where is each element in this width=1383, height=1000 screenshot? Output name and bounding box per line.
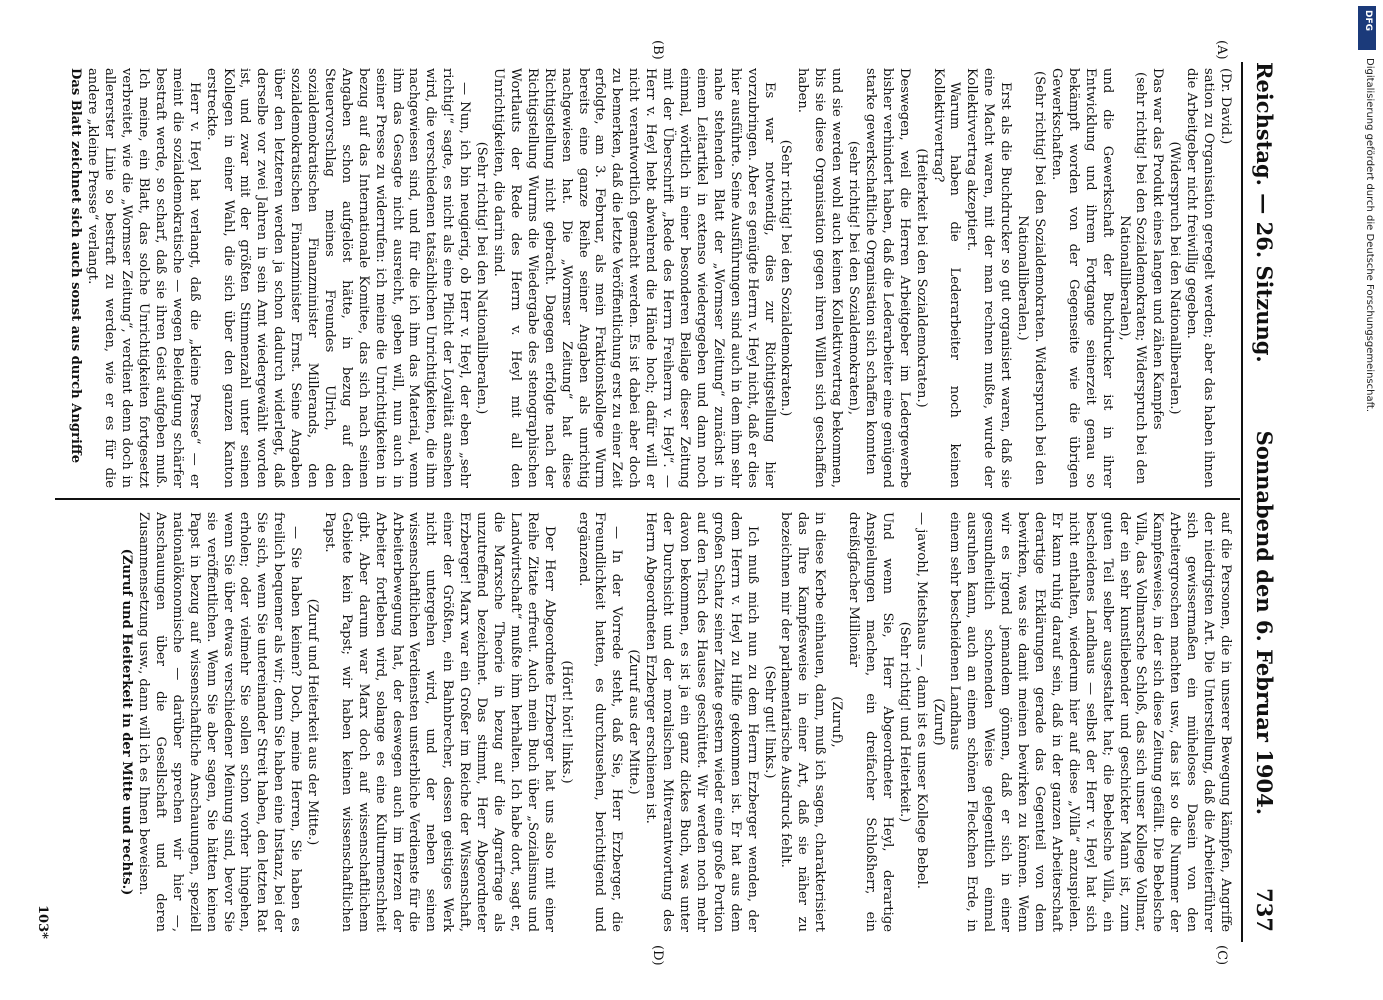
header-date: Sonnabend den 6. Februar 1904. (1252, 430, 1277, 816)
paragraph: Warum haben die Lederarbeiter noch keinen Kollektivvertrag? (930, 68, 963, 488)
paragraph: (Zuruf aus der Mitte.) (626, 649, 642, 795)
header-rule (1241, 62, 1243, 942)
paragraph: (Sehr richtig! und Heiterkeit.) (896, 621, 912, 823)
paragraph: Ich muß mich nun zu dem Herrn Erzberger wenden, der dem Herrn v. Heyl zu Hilfe gekommen ist. Er hat aus dem großen Schatz seiner Zitate gestern wieder eine große Portion auf den Tisch des Hauses geschüttet. Wir werden noch mehr davon bekommen, es ist ja ein ganz dickes Buch, was unter der Durchsicht und der moralischen Mitverantwortung des Herrn Abgeordneten Erzberger erschienen ist. (643, 512, 760, 932)
credit-bar (1353, 0, 1383, 1000)
header-left: Reichstag. — 26. Sitzung. (1252, 62, 1277, 363)
paragraph: (Widerspruch bei den Nationalliberalen.) (1167, 141, 1183, 415)
header-right (1252, 431, 1277, 932)
page-code: 103* (35, 905, 50, 939)
paragraph: (sehr richtig! bei den Sozialdemokraten; Widerspruch bei den Nationalliberalen), (1116, 71, 1149, 485)
paragraph: Es war notwendig, dies zur Richtigstellung hier vorzubringen. Aber es genügte Herrn v. Heyl nicht, daß er dies hier ausführte. Seine Ausführungen sind auch in dem ihm sehr nahe stehenden Blatt der „Wormser Zeitung“ zunächst in einem Leitartikel in extenso wiedergegeben und dann noch einmal, wörtlich in einer besonderen Beilage dieser Zeitung mit der Überschrift „Rede des Herrn Freiherrn v. Heyl“. — Herr v. Heyl hebt abwehrend die Hände hoch; dafür will er nicht verantwortlich gemacht werden. Es ist dabei aber doch zu bemerken, daß die letzte Veröffentlichung erst zu einer Zeit erfolgte, am 3. Februar, als mein Fraktionskollege Wurm bereits eine ganze Reihe seiner Angaben als unrichtig nachgewiesen hat. Die „Wormser Zeitung“ hat diese Richtigstellung nicht gebracht. Dagegen erfolgte nach der Richtigstellung Wurms die Wiedergabe des stenographischen Wortlauts der Rede des Herrn v. Heyl mit all den Unrichtigkeiten, die darin sind. (491, 68, 777, 488)
paragraph: und sie werden wohl auch keinen Kollektivvertrag bekommen, bis sie diese Organisation gegen ihren Willen sich geschaffen haben. (795, 68, 845, 488)
paragraph: (Hört! hört! links.) (558, 660, 574, 784)
paragraph: (Zuruf), (829, 696, 845, 748)
column-rule (55, 498, 1240, 500)
credit-text: Digitalisierung gefördert durch die Deutsche Forschungsgemeinschaft. (1364, 58, 1375, 413)
page-header (1247, 62, 1277, 932)
paragraph: — In der Vorrede steht, daß Sie, Herr Erzberger, die Freundlichkeit hatten, es durchzusehen, berichtigend und ergänzend. (575, 512, 625, 932)
paragraph: Erst als die Buchdrucker so gut organisiert waren, daß sie eine Macht waren, mit der man rechnen mußte, wurde der Kollektivvertrag akzeptiert. (964, 68, 1014, 488)
paragraph: (Sehr richtig! bei den Sozialdemokraten.) (778, 139, 794, 417)
paragraph: — Nun, ich bin neugierig, ob Herr v. Heyl, der eben „sehr richtig!“ sagte, es nicht als eine Pflicht der Loyalität ansehen wird, die verschiedenen tatsächlichen Unrichtigkeiten, die ihm nachgewiesen sind, und für die ich ihm das Material, wenn ihm das Gesagte nicht ausreicht, geben will, nun auch in seiner Presse zu widerrufen: ich meine die Unrichtigkeiten in bezug auf das Internationale Komitee, das sich nach seinen Angaben schon aufgelöst hätte, in bezug auf den Steuervorschlag meines Freundes Ulrich, den sozialdemokratischen Finanzminister Millerands, den sozialdemokratischen Finanzminister Ernst. Seine Angaben über den letzteren werden ja schon dadurch widerlegt, daß derselbe vor zwei Jahren in sein Amt wiedergewählt worden ist, und zwar mit der größten Stimmenzahl unter seinen Kollegen in einer Wahl, die sich über den ganzen Kanton erstreckte. (203, 68, 473, 488)
paragraph: auf die Personen, die in unserer Bewegung kämpfen, Angriffe der niedrigsten Art. Die Unterstellung, daß die Arbeiterführer sich gewissermaßen ein müheloses Dasein von den Arbeitergroschen machten usw., das ist so die Nummer der Kampfesweise, in der sich diese Zeitung gefällt. Die Bebelsche Villa, das Vollmarsche Schloß, das sich unser Kollege Vollmar, der ein sehr kunstliebender und geschickter Mann ist, zum guten Teil selber ausgestaltet hat; die Bebelsche Villa, ein bescheidenes Landhaus — selbst der Herr v. Heyl hat sich nicht enthalten, wiederum hier auf diese „Villa“ anzuspielen. Er kann ruhig darauf sein, daß in der ganzen Arbeiterschaft derartige Erklärungen gerade das Gegenteil von dem bewirken, was sie damit meinen bewirken zu können. Wenn wir es irgend jemandem gönnen, daß er sich in einer gesundheitlich schonenden Weise gelegentlich einmal ausruhen kann, auch an einem schönen Fleckchen Erde, in einem sehr bescheidenen Landhaus (947, 512, 1233, 932)
dfg-logo: DFG (1358, 6, 1376, 50)
paragraph: in diese Kerbe einhauen, dann, muß ich sagen, charakterisiert das Ihre Kampfesweise in einer Art, daß sie näher zu bezeichnen mir der parlamentarische Ausdruck fehlt. (778, 512, 828, 932)
paragraph: (Zuruf und Heiterkeit aus der Mitte.) (305, 598, 321, 846)
paragraph: Das war das Produkt eines langen und zähen Kampfes (1150, 68, 1166, 430)
margin-letter-a: (A) (1214, 40, 1229, 60)
paragraph: (Zuruf) (930, 698, 946, 746)
paragraph: (Sehr richtig! bei den Sozialdemokraten. Widerspruch bei den Nationalliberalen.) (1015, 70, 1048, 486)
paragraph: (Sehr richtig! bei den Nationalliberalen.) (474, 141, 490, 415)
document-page (25, 0, 1325, 1000)
left-column (53, 68, 1233, 488)
paragraph: Der Herr Abgeordnete Erzberger hat uns also mit einer Reihe Zitate erfreut. Auch mein Buch über „Sozialismus und Landwirtschaft“ mußte ihm herhalten. Ich habe dort, sagt er, die Marxsche Theorie in bezug auf die Agrarfrage als unzutreffend bezeichnet. Das stimmt, Herr Abgeordneter Erzberger! Marx war ein Großer im Reiche der Wissenschaft, einer der Größten, ein Bahnbrecher, dessen geistiges Werk nicht untergehen wird, und der neben seinen wissenschaftlichen Verdiensten unsterbliche Verdienste für die Arbeiterbewegung hat, der deswegen auch im Herzen der Arbeiter fortleben wird, solange es eine Kulturmenschheit gibt. Aber darum war Marx doch auf wissenschaftlichem Gebiete kein Papst; wir haben keinen wissenschaftlichen Papst. (321, 512, 557, 932)
paragraph: (sehr richtig! bei den Sozialdemokraten), (846, 140, 862, 416)
paragraph: (Dr. David.) (1218, 68, 1233, 145)
margin-letter-d: (D) (650, 945, 665, 966)
paragraph: (Heiterkeit bei den Sozialdemokraten.) (913, 148, 929, 408)
paragraph: und die Gewerkschaft der Buchdrucker ist in ihrer Entwicklung und ihrem Fortgange seinerzeit genau so bekämpft worden von der Gegenseite wie die übrigen Gewerkschaften. (1048, 68, 1115, 488)
paragraph: (Zuruf und Heiterkeit in der Mitte und rechts.) (119, 548, 135, 896)
paragraph: sation zu Organisation geregelt werden; aber das haben ihnen die Arbeitgeber nicht freiwillig gegeben. (1184, 68, 1217, 488)
paragraph: — Sie haben keinen? Doch, meine Herren, Sie haben es freilich bequemer als wir; denn Sie haben eine Instanz, bei der Sie sich, wenn Sie untereinander Streit haben, den letzten Rat erholen; oder vielmehr Sie sollen schon vorher hingehen, wenn Sie über etwas verschiedener Meinung sind, bevor Sie sie veröffentlichen. Wenn Sie aber sagen, Sie hätten keinen Papst in bezug auf wissenschaftliche Anschauungen, speziell nationalökonomische — darüber sprechen wir hier —, Anschauungen über die Gesellschaft und deren Zusammensetzung usw., dann will ich es Ihnen beweisen. (136, 512, 304, 932)
paragraph: Herr v. Heyl hat verlangt, daß die „kleine Presse“ — er meint die sozialdemokratische — wegen Beleidigung schärfer bestraft werde, so scharf, daß sie ihren Geist aufgeben muß. Ich meine, ein Blatt, das solche Unrichtigkeiten fortgesetzt verbreitet, wie die „Wormser Zeitung“, verdient denn doch in allererster Linie so bestraft zu werden, wie er es für die andere „kleine Presse“ verlangt. (85, 68, 202, 488)
paragraph: (Sehr gut! links.) (761, 665, 777, 779)
right-column (53, 512, 1233, 932)
paragraph: Und wenn Sie, Herr Abgeordneter Heyl, derartige Anspielungen machen, ein dreifacher Schloßherr, ein dreißigfacher Millionär (846, 512, 895, 932)
paragraph: — jawohl, Mietshaus —, dann ist es unser Kollege Bebel. (913, 512, 929, 889)
page-number: 737 (1252, 888, 1277, 932)
paragraph: Deswegen, weil die Herren Arbeitgeber im Ledergewerbe bisher verhindert haben, daß die Lederarbeiter eine genügend starke gewerkschaftliche Organisation sich schaffen konnten (862, 68, 912, 488)
margin-letter-b: (B) (650, 40, 665, 60)
margin-letter-c: (C) (1214, 945, 1229, 966)
paragraph: Das Blatt zeichnet sich auch sonst aus durch Angriffe (68, 68, 84, 464)
